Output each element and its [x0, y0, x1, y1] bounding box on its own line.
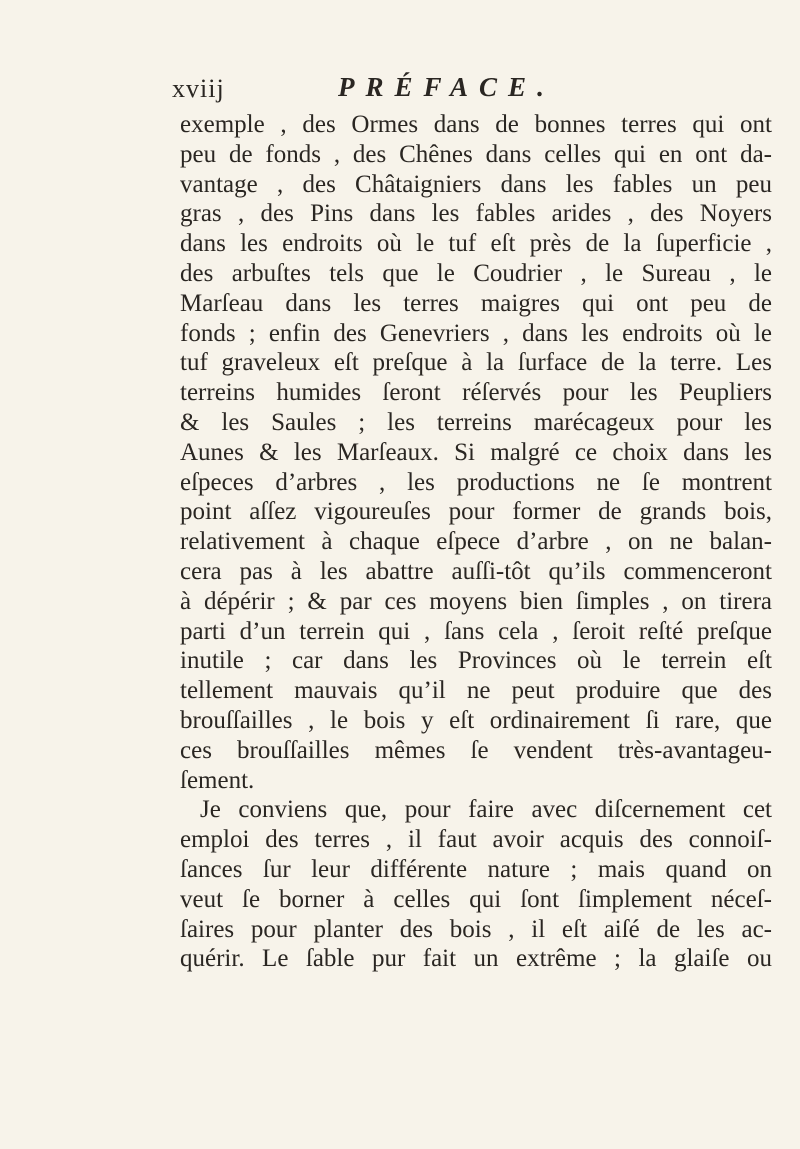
- text-line: tellement mauvais qu’il ne peut produire que des: [180, 677, 772, 705]
- page-number: xviij: [172, 74, 225, 103]
- text-line: ſement.: [180, 766, 255, 794]
- text-line: Aunes & les Marſeaux. Si malgré ce choix dans les: [180, 438, 772, 466]
- text-line: Je conviens que, pour faire avec diſcernement cet: [200, 796, 772, 824]
- text-line: quérir. Le ſable pur fait un extrême ; la glaiſe ou: [180, 945, 772, 973]
- running-title: PRÉFACE.: [338, 72, 555, 102]
- text-line: & les Saules ; les terreins marécageux pour les: [180, 408, 772, 436]
- text-line: cera pas à les abattre auſſi-tôt qu’ils commenceront: [180, 557, 772, 585]
- text-line: exemple , des Ormes dans de bonnes terres qui ont: [180, 111, 772, 138]
- text-line: parti d’un terrein qui , ſans cela , ſeroit reſté preſque: [180, 617, 772, 645]
- text-line: à dépérir ; & par ces moyens bien ſimples , on tirera: [180, 587, 772, 615]
- text-line: brouſſailles , le bois y eſt ordinairement ſi rare, que: [180, 706, 772, 734]
- text-line: gras , des Pins dans les fables arides , des Noyers: [180, 200, 772, 228]
- text-line: ſaires pour planter des bois , il eſt aiſé de les ac-: [180, 915, 772, 943]
- text-line: terreins humides ſeront réſervés pour les Peupliers: [180, 379, 772, 407]
- text-line: inutile ; car dans les Provinces où le terrein eſt: [180, 647, 772, 675]
- body-text: [180, 110, 772, 974]
- text-line: peu de fonds , des Chênes dans celles qui en ont da-: [180, 140, 772, 168]
- text-line: dans les endroits où le tuf eſt près de la ſuperficie ,: [180, 230, 772, 258]
- text-line: eſpeces d’arbres , les productions ne ſe montrent: [180, 468, 772, 496]
- text-line: des arbuſtes tels que le Coudrier , le Sureau , le: [180, 259, 772, 287]
- text-line: point aſſez vigoureuſes pour former de grands bois,: [180, 498, 772, 526]
- text-line: relativement à chaque eſpece d’arbre , on ne balan-: [180, 528, 772, 556]
- text-line: ſances ſur leur différente nature ; mais quand on: [180, 855, 772, 883]
- text-line: ces brouſſailles mêmes ſe vendent très-avantageu-: [180, 736, 772, 764]
- page-header: [172, 72, 772, 112]
- text-line: veut ſe borner à celles qui ſont ſimplement néceſ-: [180, 885, 772, 913]
- text-line: fonds ; enfin des Genevriers , dans les endroits où le: [180, 319, 772, 347]
- text-line: tuf graveleux eſt preſque à la ſurface de la terre. Les: [180, 349, 772, 377]
- text-line: Marſeau dans les terres maigres qui ont peu de: [180, 289, 772, 317]
- text-line: emploi des terres , il faut avoir acquis des connoiſ-: [180, 826, 772, 854]
- text-line: vantage , des Châtaigniers dans les fables un peu: [180, 170, 772, 198]
